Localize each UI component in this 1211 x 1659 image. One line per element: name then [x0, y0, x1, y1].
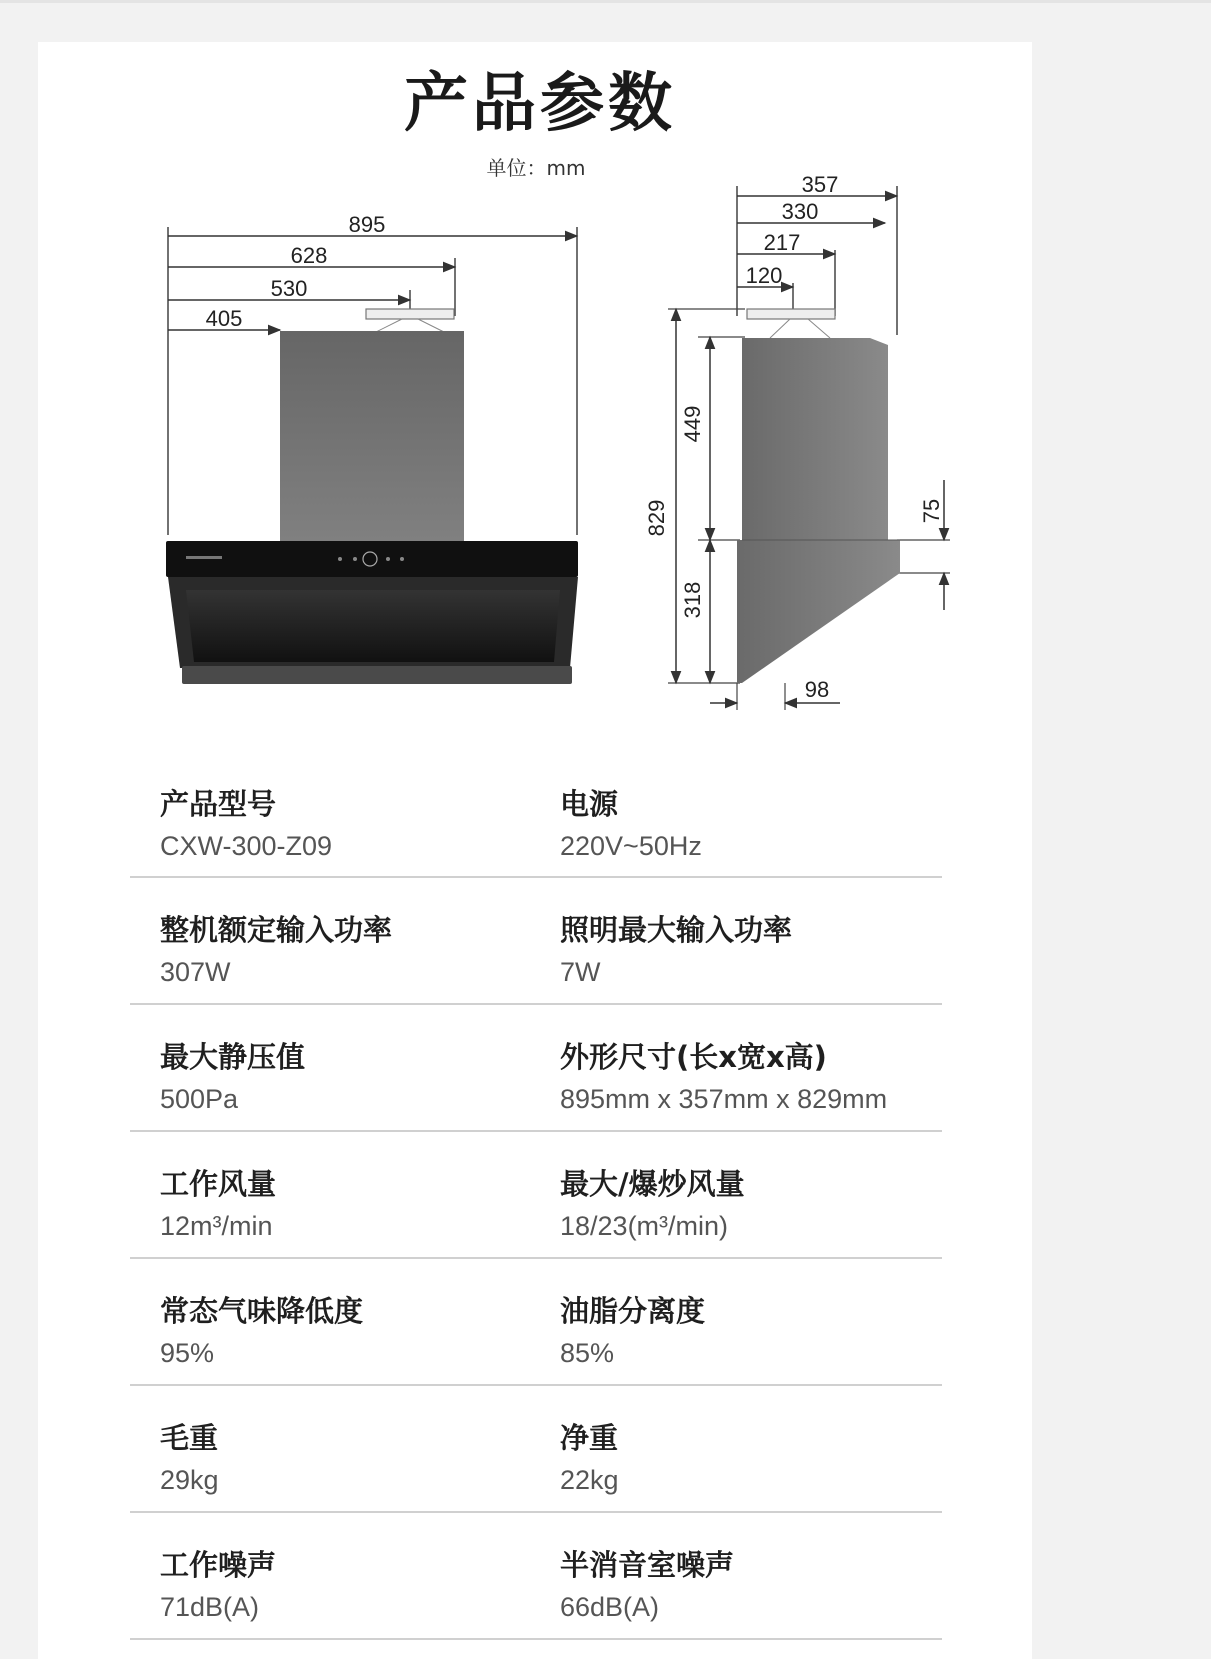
spec-value: 7W — [560, 957, 601, 987]
spec-value: 220V~50Hz — [560, 831, 702, 861]
spec-odor-reduction — [160, 1289, 363, 1369]
spec-label: 工作噪声 — [160, 1548, 277, 1582]
spec-value: 895mm x 357mm x 829mm — [560, 1084, 888, 1114]
spec-value: 71dB(A) — [160, 1592, 260, 1622]
spec-static-pressure — [160, 1035, 305, 1115]
spec-working-noise — [160, 1543, 276, 1623]
row-divider — [130, 1384, 942, 1386]
row-divider — [130, 1638, 942, 1640]
spec-label: 电源 — [560, 787, 619, 821]
dim-895: 895 — [348, 212, 386, 237]
spec-label: 最大静压值 — [160, 1040, 306, 1074]
spec-label: 净重 — [560, 1421, 619, 1455]
row-divider — [130, 1130, 942, 1132]
side-view — [644, 172, 950, 710]
dim-98: 98 — [804, 677, 830, 702]
dim-318: 318 — [680, 581, 705, 619]
spec-label: 产品型号 — [160, 787, 277, 821]
spec-value: 95% — [160, 1338, 215, 1368]
spec-label: 毛重 — [160, 1421, 219, 1455]
dim-405: 405 — [205, 306, 243, 331]
spec-lighting-power — [560, 908, 792, 988]
dim-829: 829 — [644, 499, 669, 537]
spec-grease-separation — [560, 1289, 705, 1369]
dim-330: 330 — [781, 199, 819, 224]
dim-120: 120 — [745, 263, 783, 288]
spec-anechoic-noise — [560, 1543, 734, 1623]
spec-value: 29kg — [160, 1465, 219, 1495]
spec-value: 307W — [160, 957, 231, 987]
spec-model — [160, 782, 332, 862]
spec-value: CXW-300-Z09 — [160, 831, 333, 861]
dim-449: 449 — [680, 405, 705, 443]
spec-label: 外形尺寸(长x宽x高) — [560, 1040, 827, 1074]
row-divider — [130, 1511, 942, 1513]
spec-value: 22kg — [560, 1465, 619, 1495]
spec-value: 85% — [560, 1338, 615, 1368]
spec-label: 油脂分离度 — [560, 1294, 706, 1328]
row-divider — [130, 1257, 942, 1259]
spec-value: 500Pa — [160, 1084, 239, 1114]
dim-75: 75 — [919, 498, 944, 524]
spec-dimensions — [560, 1035, 887, 1115]
spec-gross-weight — [160, 1416, 219, 1496]
spec-power-source — [560, 782, 702, 862]
spec-label: 整机额定输入功率 — [160, 913, 393, 947]
dim-357: 357 — [801, 172, 839, 197]
spec-label: 照明最大输入功率 — [560, 913, 793, 947]
row-divider — [130, 1003, 942, 1005]
spec-label: 常态气味降低度 — [160, 1294, 364, 1328]
dim-628: 628 — [290, 243, 328, 268]
row-divider — [130, 876, 942, 878]
spec-max-airflow — [560, 1162, 745, 1242]
page-title: 产品参数 — [404, 67, 676, 141]
unit-label: 单位：mm — [486, 156, 586, 180]
spec-value: 66dB(A) — [560, 1592, 660, 1622]
dim-530: 530 — [270, 276, 308, 301]
spec-label: 最大/爆炒风量 — [560, 1167, 745, 1201]
dimension-diagram — [0, 0, 1211, 720]
spec-value: 18/23(m³/min) — [560, 1211, 729, 1241]
spec-rated-power — [160, 908, 392, 988]
spec-net-weight — [560, 1416, 619, 1496]
spec-label: 半消音室噪声 — [560, 1548, 735, 1582]
front-view — [166, 212, 578, 684]
spec-label: 工作风量 — [160, 1167, 277, 1201]
spec-airflow — [160, 1162, 276, 1242]
dim-217: 217 — [763, 230, 801, 255]
spec-value: 12m³/min — [160, 1211, 273, 1241]
